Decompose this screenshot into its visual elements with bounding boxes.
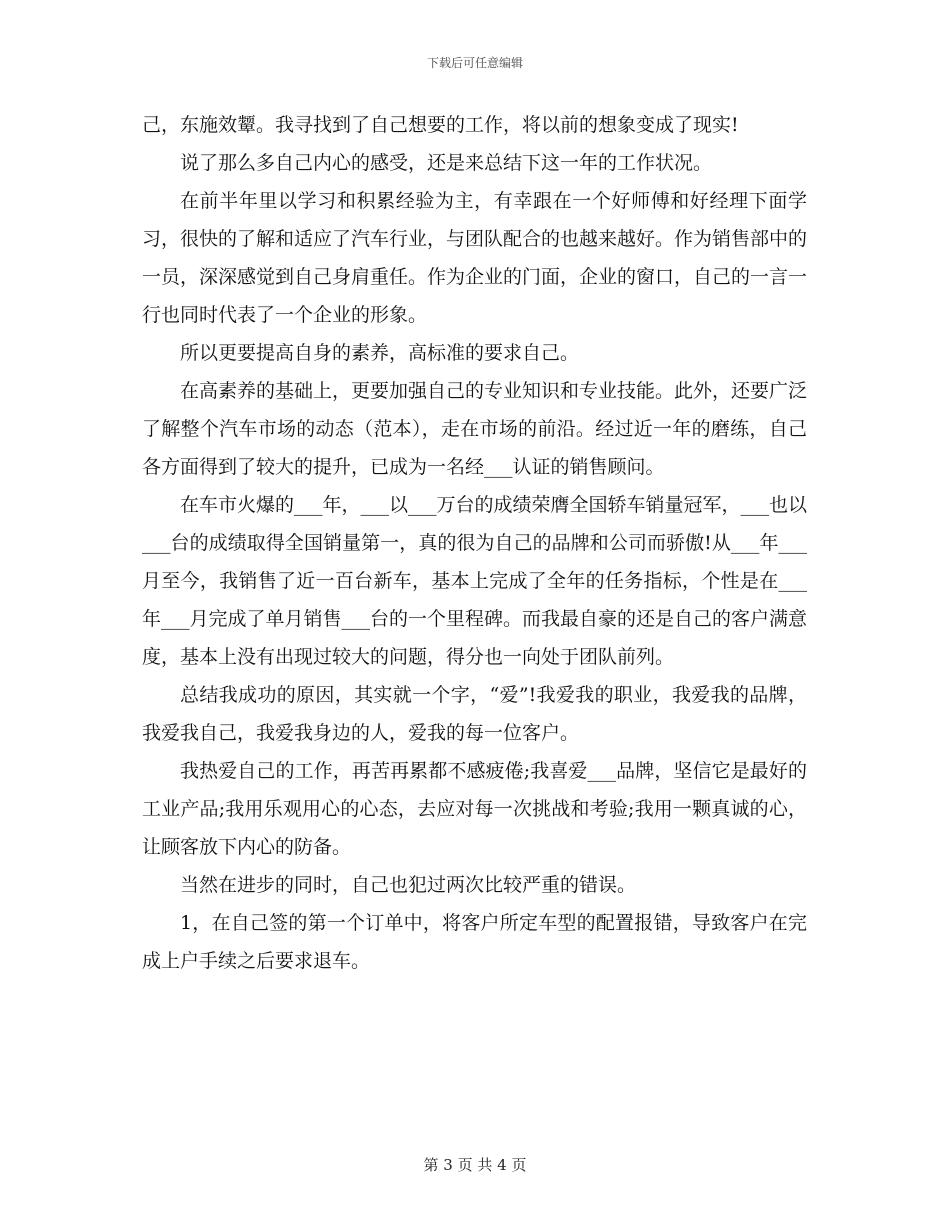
- paragraph: 当然在进步的同时，自己也犯过两次比较严重的错误。: [180, 874, 637, 896]
- paragraph: 1，在自己签的第一个订单中，将客户所定车型的配置报错，导致客户在完成上户手续之后要求退车。: [142, 912, 807, 972]
- paragraph: 说了那么多自己内心的感受，还是来总结下这一年的工作状况。: [180, 152, 713, 174]
- document-body: [142, 106, 807, 980]
- paragraph: 在高素养的基础上，更要加强自己的专业知识和专业技能。此外，还要广泛了解整个汽车市场的动态（范本），走在市场的前沿。经过近一年的磨练，自己各方面得到了较大的提升，已成为一名经___认证的销售顾问。: [142, 380, 808, 478]
- paragraph: 所以更要提高自身的素养，高标准的要求自己。: [180, 342, 580, 364]
- paragraph: 总结我成功的原因，其实就一个字，“爱”!我爱我的职业，我爱我的品牌，我爱我自己，我爱我身边的人，爱我的每一位客户。: [142, 684, 807, 744]
- paragraph-continuation: 己，东施效颦。我寻找到了自己想要的工作，将以前的想象变成了现实!: [142, 114, 739, 136]
- paragraph: 在前半年里以学习和积累经验为主，有幸跟在一个好师傅和好经理下面学习，很快的了解和适应了汽车行业，与团队配合的也越来越好。作为销售部中的一员，深深感觉到自己身肩重任。作为企业的门面，企业的窗口，自己的一言一行也同时代表了一个企业的形象。: [142, 190, 808, 326]
- page-header: 下载后可任意编辑: [426, 56, 523, 70]
- page-footer: 第 3 页 共 4 页: [423, 1156, 527, 1174]
- paragraph: 在车市火爆的___年，___以___万台的成绩荣膺全国轿车销量冠军，___也以___台的成绩取得全国销量第一，真的很为自己的品牌和公司而骄傲!从___年___月至今，我销售了近一百台新车，基本上完成了全年的任务指标，个性是在___年___月完成了单月销售___台的一个里程碑。而我最自豪的还是自己的客户满意度，基本上没有出现过较大的问题，得分也一向处于团队前列。: [142, 494, 808, 668]
- paragraph: 我热爱自己的工作，再苦再累都不感疲倦;我喜爱___品牌，坚信它是最好的工业产品;我用乐观用心的心态，去应对每一次挑战和考验;我用一颗真诚的心，让顾客放下内心的防备。: [142, 760, 807, 858]
